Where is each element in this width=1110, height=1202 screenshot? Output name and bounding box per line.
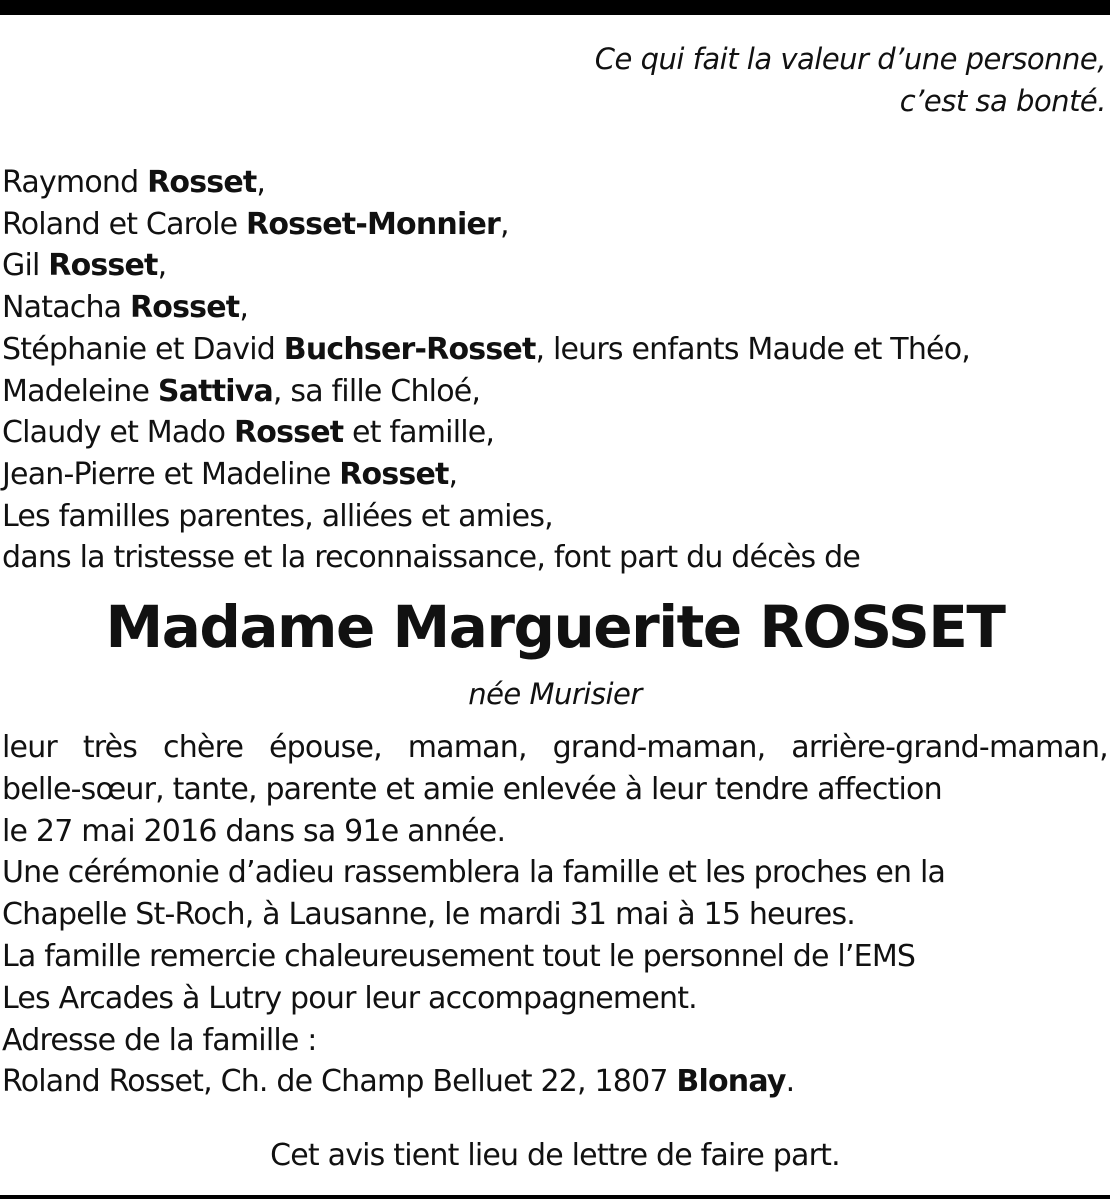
quote-line-2: c’est sa bonté.	[899, 84, 1106, 118]
family-text: Claudy et Mado	[2, 415, 234, 451]
body-line: Adresse de la famille :	[2, 1022, 317, 1058]
bottom-rule	[0, 1195, 1110, 1199]
family-surname: Rosset	[48, 248, 158, 284]
family-text: ,	[157, 248, 167, 284]
family-text: dans la tristesse et la reconnaissance, font part du décès de	[2, 540, 861, 576]
family-surname: Buchser-Rosset	[283, 331, 536, 367]
family-text: ,	[448, 456, 458, 492]
footer-note: Cet avis tient lieu de lettre de faire part.	[270, 1138, 840, 1173]
family-surname: Rosset-Monnier	[246, 206, 500, 242]
body-word: grand-maman,	[552, 730, 766, 765]
family-text: , leurs enfants Maude et Théo,	[535, 331, 970, 367]
family-text: Gil	[2, 248, 49, 284]
family-line	[2, 496, 970, 538]
body-word: leur	[2, 730, 57, 765]
body-word: chère	[163, 730, 244, 765]
family-text: Madeleine	[2, 373, 158, 409]
address-text: Roland Rosset, Ch. de Champ Belluet 22, 1807	[2, 1064, 677, 1100]
family-text: Raymond	[2, 165, 148, 200]
body-word: épouse,	[268, 730, 382, 765]
body-word: très	[82, 730, 138, 765]
family-line	[2, 245, 970, 287]
family-line	[2, 204, 970, 246]
body-first-line	[2, 727, 1108, 769]
family-text: et famille,	[343, 415, 495, 451]
family-line	[2, 454, 970, 496]
family-text: ,	[256, 165, 266, 200]
family-text: Jean-Pierre et Madeline	[2, 456, 340, 492]
family-surname: Rosset	[233, 415, 344, 451]
family-address	[2, 1061, 1108, 1103]
family-text: ,	[499, 206, 509, 242]
family-surname: Rosset	[339, 456, 449, 492]
maiden-name: née Murisier	[468, 677, 642, 711]
address-town: Blonay	[676, 1064, 786, 1100]
body-line: Chapelle St-Roch, à Lausanne, le mardi 31 mai à 15 heures.	[2, 897, 856, 933]
body-word: maman,	[407, 730, 527, 765]
body-line: Les Arcades à Lutry pour leur accompagnement.	[2, 980, 697, 1016]
family-text: ,	[239, 290, 249, 326]
quote-line-1: Ce qui fait la valeur d’une personne,	[594, 42, 1106, 76]
family-text: Stéphanie et David	[2, 331, 284, 367]
family-text: , sa fille Chloé,	[272, 373, 481, 409]
body-word: arrière-grand-maman,	[791, 730, 1108, 765]
body-line: le 27 mai 2016 dans sa 91e année.	[2, 813, 506, 849]
family-text: Natacha	[2, 290, 130, 326]
address-text: .	[785, 1064, 795, 1100]
body-line: Une cérémonie d’adieu rassemblera la famille et les proches en la	[2, 855, 946, 891]
family-surname: Sattiva	[157, 373, 273, 409]
family-line	[2, 287, 970, 329]
family-surname: Rosset	[147, 165, 257, 200]
family-line	[2, 329, 970, 371]
epigraph-quote	[595, 38, 1106, 122]
announcement-body	[2, 727, 1108, 1103]
family-text: Roland et Carole	[2, 206, 247, 242]
family-line	[2, 537, 970, 579]
top-rule	[0, 0, 1110, 15]
family-text: Les familles parentes, alliées et amies,	[2, 498, 553, 534]
family-line	[2, 371, 970, 413]
family-line	[2, 162, 970, 204]
family-list	[2, 162, 970, 579]
body-line: La famille remercie chaleureusement tout le personnel de l’EMS	[2, 938, 916, 974]
deceased-name: Madame Marguerite ROSSET	[105, 593, 1005, 661]
body-line: belle-sœur, tante, parente et amie enlevée à leur tendre affection	[2, 771, 942, 807]
family-surname: Rosset	[130, 290, 240, 326]
family-line	[2, 412, 970, 454]
